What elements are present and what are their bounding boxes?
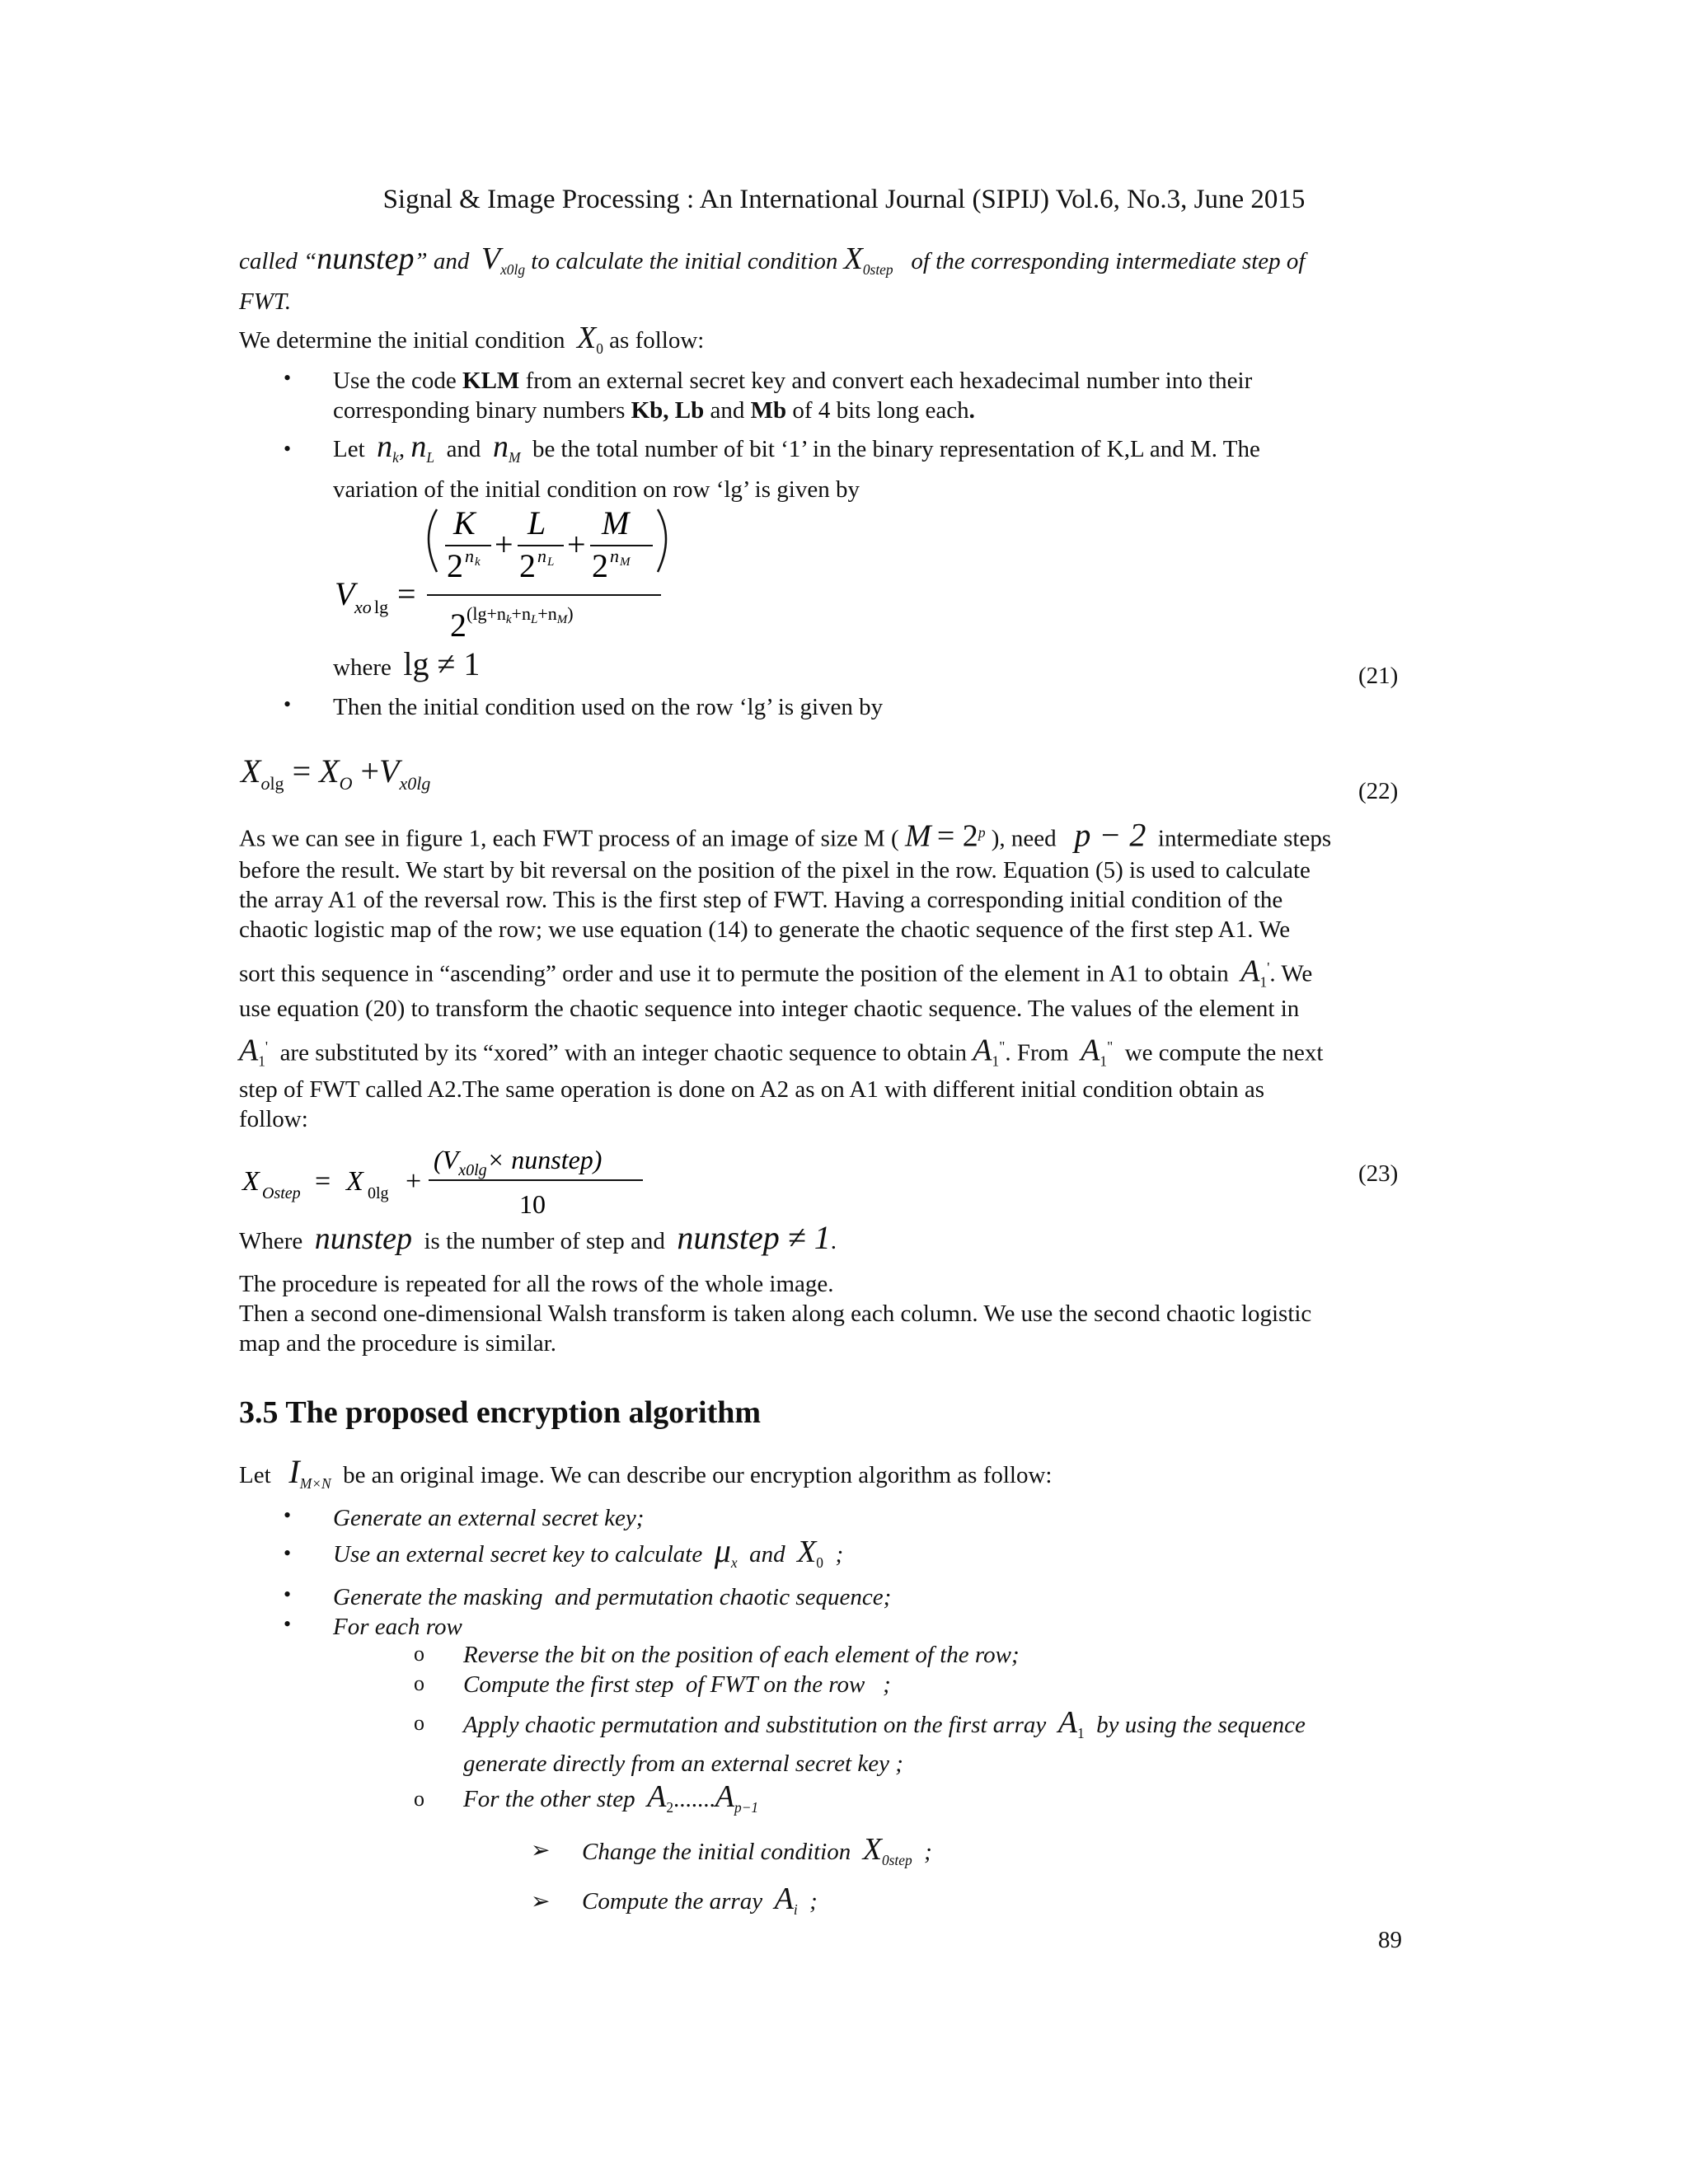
para-text: are substituted by its “xored” with an integer chaotic sequence to obtain [279,1039,968,1066]
para-text: ), need [991,825,1057,852]
power-of-two: = 2 [936,818,978,854]
determine-text: as follow: [609,327,705,354]
bullet-text: of 4 bits long each [792,397,969,424]
para1-line-9: follow: [239,1106,308,1132]
sub-bullet-3-line-2: generate directly from an external secret key ; [463,1750,903,1777]
para-text: be an original image. We can describe our encryption algorithm as follow: [343,1462,1053,1488]
para1-line-5 [239,953,1409,996]
mu-subscript: x [730,1554,738,1571]
m-symbol: M [904,818,931,854]
x0-subscript: 0 [816,1554,823,1571]
x0step-subscript: 0step [881,1851,912,1868]
bullet-text: corresponding binary numbers [333,397,626,424]
page-number: 89 [1378,1927,1402,1953]
where-line [333,645,481,682]
l-denominator-base: 2 [519,547,536,584]
a1-symbol: A [239,1033,259,1068]
para1-line-3: the array A1 of the reversal row. This is the first step of FWT. Having a corresponding initial condition of the [239,887,1283,913]
nk-subscript: k [392,448,399,466]
plus-sign-2: + [567,526,586,563]
algo-bullet-4-marker: • [284,1612,292,1636]
nunstep-symbol: nunstep [314,1221,412,1256]
k-numerator: K [453,504,476,541]
bullet-1-marker: • [284,366,292,390]
nunstep-symbol: nunstep [316,241,415,276]
intro-text: to calculate the initial condition [531,248,838,274]
algo-text: Compute the array [582,1888,763,1915]
right-paren [658,509,666,572]
algo-bullet-3-marker: • [284,1582,292,1606]
num-sub: x0lg [458,1161,487,1179]
x-subscript-2: lg [270,773,284,794]
a1-subscript: 1 [1076,1724,1085,1741]
algo-text: Change the initial condition [582,1839,851,1865]
a1-double-prime: " [1107,1038,1114,1055]
para-text: we compute the next [1124,1039,1324,1066]
nl-symbol: n [410,429,427,464]
exp-m: M [556,613,568,626]
exp-open: (lg+n [467,603,506,624]
para-text: is the number of step and [424,1228,665,1254]
para2-line-2: The procedure is repeated for all the rows of the whole image. [239,1271,834,1297]
ai-subscript: i [793,1900,798,1918]
intro-line-2: FWT. [239,288,292,315]
l-numerator: L [528,504,546,541]
image-subscript: M×N [299,1474,331,1492]
v-lhs: V [335,575,355,612]
exp-mid2: +n [537,603,557,624]
xo-subscript: O [339,773,353,794]
algo-bullet-2-marker: • [284,1541,292,1565]
x0step-symbol: X [862,1832,882,1867]
l-denominator-exp-sub: L [547,555,555,569]
bullet-1-line-2 [333,396,975,425]
x-ostep: X [242,1166,260,1197]
plus-sign: + [406,1166,422,1197]
a2-symbol: A [647,1779,667,1814]
num-rest: × nunstep) [486,1145,603,1174]
bullet-2-line-1 [333,429,1409,472]
exp-close: ) [567,603,574,624]
algo-bullet-3: Generate the masking and permutation chaotic sequence; [333,1584,892,1610]
a1-symbol: A [973,1033,992,1068]
bullet-text: Use the code [333,368,457,394]
x-subscript: 0step [862,260,893,278]
intro-text: called “ [239,248,317,274]
arrow-item-1-marker: ➢ [531,1838,551,1863]
para2-line-1 [239,1219,837,1256]
v-symbol: V [481,241,501,276]
x-symbol: X [843,241,863,276]
para-text: sort this sequence in “ascending” order and use it to permute the position of the element in A1 to obtain [239,960,1229,987]
journal-header: Signal & Image Processing : An International Journal (SIPIJ) Vol.6, No.3, June 2015 [382,185,1306,214]
nl-subscript: L [426,448,435,466]
num-open: (V [434,1145,459,1174]
para1-line-8: step of FWT called A2.The same operation is done on A2 as on A1 with different initial condition obtain as [239,1076,1265,1103]
a1-subscript: 1 [1100,1052,1108,1070]
main-denominator-exp [467,603,574,626]
para1-line-4: chaotic logistic map of the row; we use equation (14) to generate the chaotic sequence of the first step A1. We [239,916,1291,943]
para-text: Let [239,1462,271,1488]
bullet-2-line-2: variation of the initial condition on row ‘lg’ is given by [333,476,860,503]
l-denominator-exp: n [537,546,546,566]
nk-symbol: n [377,429,393,464]
k-denominator-base: 2 [447,547,463,584]
para-text: . We [1269,960,1313,987]
bullet-text: and [710,397,745,424]
kb-lb-label: Kb, Lb [631,397,705,424]
a1-symbol: A [1081,1033,1100,1068]
sub-bullet-3-line-1 [463,1705,1409,1748]
m-denominator-exp-sub: M [620,555,631,569]
intro-line-1 [239,241,1409,284]
section-intro [239,1453,1053,1498]
ap-symbol: A [715,1779,734,1814]
para-text: As we can see in figure 1, each FWT process of an image of size M ( [239,825,899,852]
equation-21-number: (21) [1358,663,1399,689]
p-minus-two: p − 2 [1074,816,1146,854]
exp-k: k [505,613,512,626]
sub-bullet-1-marker: o [414,1642,424,1666]
nm-symbol: n [492,429,509,464]
algo-text: and [749,1541,785,1568]
algo-text: ; [835,1541,844,1568]
arrow-item-1 [582,1832,932,1875]
dots: ....... [673,1786,715,1812]
sub-bullet-3-marker: o [414,1711,424,1735]
para1-line-6: use equation (20) to transform the chaotic sequence into integer chaotic sequence. The values of the element in [239,996,1300,1022]
k-denominator-exp-sub: k [475,555,481,569]
m-denominator-exp: n [610,546,619,566]
equation-23-number: (23) [1358,1160,1399,1187]
bullet-text: and [446,436,481,462]
determine-text: We determine the initial condition [239,327,565,354]
m-denominator-base: 2 [592,547,608,584]
mb-label: Mb [750,397,787,424]
arrow-item-2-marker: ➢ [531,1889,551,1915]
mu-symbol: μ [714,1532,731,1569]
para2-line-4: map and the procedure is similar. [239,1330,556,1357]
where-condition: lg ≠ 1 [403,645,481,682]
para1-line-7 [239,1032,1409,1076]
nm-subscript: M [508,448,521,466]
a1-subscript: 1 [1259,973,1268,991]
arrow-item-2 [582,1884,818,1924]
para-text: Where [239,1228,303,1254]
equation-23 [239,1136,668,1228]
intro-text: ” and [414,248,470,274]
bullet-3-text: Then the initial condition used on the row ‘lg’ is given by [333,694,884,720]
ai-symbol: A [774,1882,794,1916]
equals-sign: = [292,752,312,790]
v-subscript: x0lg [399,773,431,794]
a1-subscript: 1 [992,1052,1000,1070]
algo-bullet-2 [333,1532,844,1577]
exp-l: L [530,613,538,626]
sub-bullet-4 [463,1779,759,1822]
denominator: 10 [519,1189,546,1219]
equation-21 [330,504,692,646]
para1-line-1 [239,818,1409,854]
bullet-3-marker: • [284,692,292,716]
sub-bullet-2-marker: o [414,1671,424,1695]
exp-mid: +n [511,603,531,624]
image-symbol: I [288,1453,300,1490]
intro-text: of the corresponding intermediate step of [911,248,1306,274]
v-symbol: V [379,752,400,790]
a1-prime: ' [265,1038,269,1055]
algo-text: Apply chaotic permutation and substitution on the first array [463,1712,1047,1738]
algo-text: by using the sequence [1096,1712,1306,1738]
algo-text: ; [924,1839,932,1865]
bullet-2-marker: • [284,437,292,461]
algo-bullet-4: For each row [333,1614,462,1640]
para-text: intermediate steps [1157,825,1332,852]
a1-symbol: A [1057,1705,1077,1740]
algo-text: ; [809,1888,818,1915]
para1-line-2: before the result. We start by bit reversal on the position of the pixel in the row. Equation (5) is used to calculate [239,857,1311,883]
sub-bullet-4-marker: o [414,1787,424,1811]
equals-sign: = [397,575,416,612]
x-symbol: X [241,752,261,790]
bullet-text: be the total number of bit ‘1’ in the binary representation of K,L and M. The [532,436,1260,462]
numerator [434,1145,602,1179]
a1-double-prime: " [999,1038,1006,1055]
x0-symbol: X [797,1535,817,1569]
bullet-1-line-1 [333,366,1409,396]
algo-bullet-1: Generate an external secret key; [333,1505,645,1531]
equation-22-number: (22) [1358,778,1399,804]
a1-subscript: 1 [258,1052,265,1070]
bullet-text: Let [333,436,365,462]
a2-subscript: 2 [666,1798,674,1816]
left-paren [429,509,437,572]
x-subscript: o [260,773,270,794]
nunstep-condition: nunstep ≠ 1 [677,1219,831,1256]
a1-prime: ' [1267,959,1270,976]
bullet-text: from an external secret key and convert each hexadecimal number into their [525,368,1253,394]
klm-code: KLM [462,368,520,394]
section-heading: 3.5 The proposed encryption algorithm [239,1395,762,1430]
algo-text: For the other step [463,1786,635,1812]
para2-line-3: Then a second one-dimensional Walsh transform is taken along each column. We use the second chaotic logistic [239,1301,1312,1327]
plus-sign-1: + [495,526,513,563]
para-text: . [830,1228,837,1254]
x0-subscript: 0 [596,340,603,357]
main-denominator-base: 2 [450,607,467,644]
determine-line [239,323,704,363]
where-text: where [333,654,392,681]
x-ostep-subscript: Ostep [262,1184,301,1202]
equation-22 [241,752,430,794]
v-lhs-subscript-2: lg [374,597,389,617]
para-text: . From [1005,1039,1069,1066]
a1-symbol: A [1240,954,1260,989]
bullet-text: , [398,436,406,462]
m-numerator: M [602,504,630,541]
x-0lg-subscript: 0lg [368,1184,389,1202]
x-0lg: X [346,1166,363,1197]
p-exponent: p [978,824,986,841]
algo-bullet-1-marker: • [284,1503,292,1527]
xo-symbol: X [319,752,340,790]
x0-symbol: X [577,321,597,355]
bullet-text: . [968,397,975,424]
sub-bullet-2: Compute the first step of FWT on the row ; [463,1671,891,1698]
v-lhs-subscript: xo [354,597,372,617]
algo-text: Use an external secret key to calculate [333,1541,703,1568]
sub-bullet-1: Reverse the bit on the position of each element of the row; [463,1642,1020,1668]
plus-sign: + [360,752,380,790]
v-subscript: x0lg [500,260,526,278]
ap-subscript: p−1 [734,1798,759,1816]
equals-sign: = [315,1166,331,1197]
k-denominator-exp: n [465,546,474,566]
